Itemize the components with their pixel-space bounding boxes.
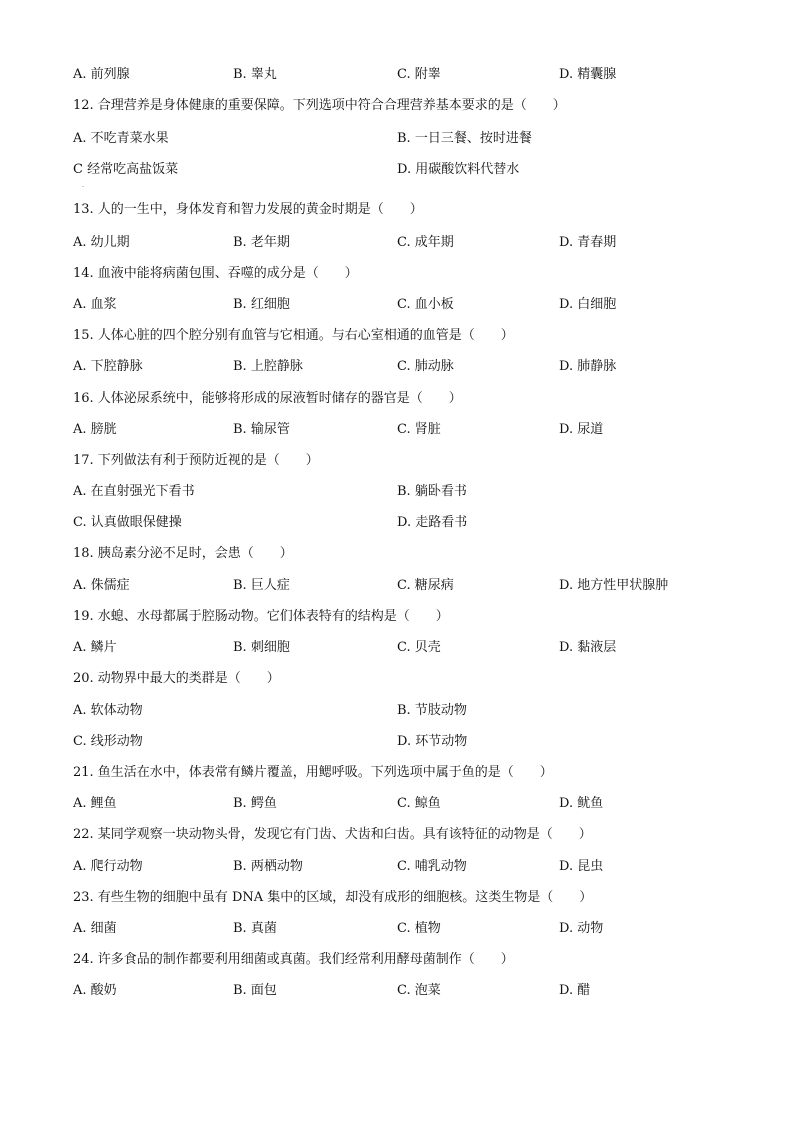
question-text: 15. 人体心脏的四个腔分别有血管与它相通。与右心室相通的血管是（ ） [73, 328, 514, 343]
q15-option-c: C. 肺动脉 [397, 359, 454, 374]
q16-option-b: B. 输尿管 [233, 422, 290, 437]
q21-option-c: C. 鲸鱼 [397, 796, 441, 811]
q24-option-a: A. 酸奶 [73, 983, 117, 998]
scan-artifact-dot: · [82, 183, 85, 191]
q17-options-row2 [0, 512, 793, 534]
q21-options [0, 793, 793, 815]
q12-option-a: A. 不吃青菜水果 [73, 131, 169, 146]
q12-options-row1 [0, 128, 793, 150]
q17-stem [0, 450, 793, 472]
q21-option-b: B. 鳄鱼 [233, 796, 277, 811]
q15-option-b: B. 上腔静脉 [233, 359, 303, 374]
q18-option-a: A. 侏儒症 [73, 578, 130, 593]
q18-stem [0, 543, 793, 565]
q13-option-c: C. 成年期 [397, 235, 454, 250]
q20-stem [0, 668, 793, 690]
q16-option-a: A. 膀胱 [73, 422, 117, 437]
q13-stem [0, 199, 793, 221]
q13-option-a: A. 幼儿期 [73, 235, 130, 250]
q17-options-row1 [0, 481, 793, 503]
q23-option-c: C. 植物 [397, 921, 441, 936]
q23-option-a: A. 细菌 [73, 921, 117, 936]
q24-option-b: B. 面包 [233, 983, 277, 998]
q22-option-d: D. 昆虫 [559, 859, 604, 874]
q16-option-c: C. 肾脏 [397, 422, 441, 437]
q16-options [0, 419, 793, 441]
q22-option-a: A. 爬行动物 [73, 859, 143, 874]
question-text: 24. 许多食品的制作都要利用细菌或真菌。我们经常利用酵母菌制作（ ） [73, 952, 514, 967]
question-text: 19. 水螅、水母都属于腔肠动物。它们体表特有的结构是（ ） [73, 609, 449, 624]
q23-options [0, 918, 793, 940]
q11-option-a: A. 前列腺 [73, 67, 130, 82]
q14-option-d: D. 白细胞 [559, 297, 617, 312]
q23-option-b: B. 真菌 [233, 921, 277, 936]
q13-options [0, 232, 793, 254]
q14-stem [0, 263, 793, 285]
q15-option-a: A. 下腔静脉 [73, 359, 143, 374]
question-text: 20. 动物界中最大的类群是（ ） [73, 671, 280, 686]
question-text: 23. 有些生物的细胞中虽有 DNA 集中的区域，却没有成形的细胞核。这类生物是（ ） [73, 890, 593, 905]
question-text: 17. 下列做法有利于预防近视的是（ ） [73, 453, 319, 468]
q17-option-d: D. 走路看书 [397, 515, 468, 530]
q19-option-d: D. 黏液层 [559, 640, 617, 655]
q20-option-c: C. 线形动物 [73, 734, 143, 749]
q17-option-c: C. 认真做眼保健操 [73, 515, 182, 530]
q12-option-d: D. 用碳酸饮料代替水 [397, 162, 520, 177]
q11-options [0, 64, 793, 86]
q14-option-c: C. 血小板 [397, 297, 454, 312]
q16-option-d: D. 尿道 [559, 422, 604, 437]
q18-option-c: C. 糖尿病 [397, 578, 454, 593]
q20-option-b: B. 节肢动物 [397, 703, 467, 718]
q23-option-d: D. 动物 [559, 921, 604, 936]
q13-option-b: B. 老年期 [233, 235, 290, 250]
q20-option-d: D. 环节动物 [397, 734, 468, 749]
q14-option-b: B. 红细胞 [233, 297, 290, 312]
q15-stem [0, 325, 793, 347]
q24-options [0, 980, 793, 1002]
q17-option-a: A. 在直射强光下看书 [73, 484, 195, 499]
q19-option-a: A. 鳞片 [73, 640, 117, 655]
q20-option-a: A. 软体动物 [73, 703, 143, 718]
q19-option-b: B. 刺细胞 [233, 640, 290, 655]
q22-stem [0, 824, 793, 846]
q19-stem [0, 606, 793, 628]
q15-option-d: D. 肺静脉 [559, 359, 617, 374]
q11-option-c: C. 附睾 [397, 67, 441, 82]
q14-option-a: A. 血浆 [73, 297, 117, 312]
q21-stem [0, 762, 793, 784]
q12-stem [0, 95, 793, 117]
q18-option-b: B. 巨人症 [233, 578, 290, 593]
q16-stem [0, 388, 793, 410]
q24-option-d: D. 醋 [559, 983, 591, 998]
q19-options [0, 637, 793, 659]
q12-option-b: B. 一日三餐、按时进餐 [397, 131, 532, 146]
question-text: 13. 人的一生中，身体发育和智力发展的黄金时期是（ ） [73, 202, 423, 217]
question-text: 16. 人体泌尿系统中，能够将形成的尿液暂时储存的器官是（ ） [73, 391, 462, 406]
question-text: 22. 某同学观察一块动物头骨，发现它有门齿、犬齿和臼齿。具有该特征的动物是（ ） [73, 827, 592, 842]
q15-options [0, 356, 793, 378]
q24-stem [0, 949, 793, 971]
q21-option-a: A. 鲤鱼 [73, 796, 117, 811]
q22-option-c: C. 哺乳动物 [397, 859, 467, 874]
question-text: 21. 鱼生活在水中，体表常有鳞片覆盖，用鳃呼吸。下列选项中属于鱼的是（ ） [73, 765, 553, 780]
q12-option-c: C 经常吃高盐饭菜 [73, 162, 179, 177]
question-text: 12. 合理营养是身体健康的重要保障。下列选项中符合合理营养基本要求的是（ ） [73, 98, 566, 113]
q20-options-row1 [0, 700, 793, 722]
question-text: 18. 胰岛素分泌不足时，会患（ ） [73, 546, 293, 561]
q14-options [0, 294, 793, 316]
q18-options [0, 575, 793, 597]
q22-options [0, 856, 793, 878]
q11-option-d: D. 精囊腺 [559, 67, 617, 82]
q23-stem [0, 887, 793, 909]
q12-options-row2 [0, 159, 793, 181]
q20-options-row2 [0, 731, 793, 753]
q19-option-c: C. 贝壳 [397, 640, 441, 655]
q21-option-d: D. 鱿鱼 [559, 796, 604, 811]
q11-option-b: B. 睾丸 [233, 67, 277, 82]
q22-option-b: B. 两栖动物 [233, 859, 303, 874]
q18-option-d: D. 地方性甲状腺肿 [559, 578, 669, 593]
q13-option-d: D. 青春期 [559, 235, 617, 250]
question-text: 14. 血液中能将病菌包围、吞噬的成分是（ ） [73, 266, 358, 281]
q17-option-b: B. 躺卧看书 [397, 484, 467, 499]
q24-option-c: C. 泡菜 [397, 983, 441, 998]
